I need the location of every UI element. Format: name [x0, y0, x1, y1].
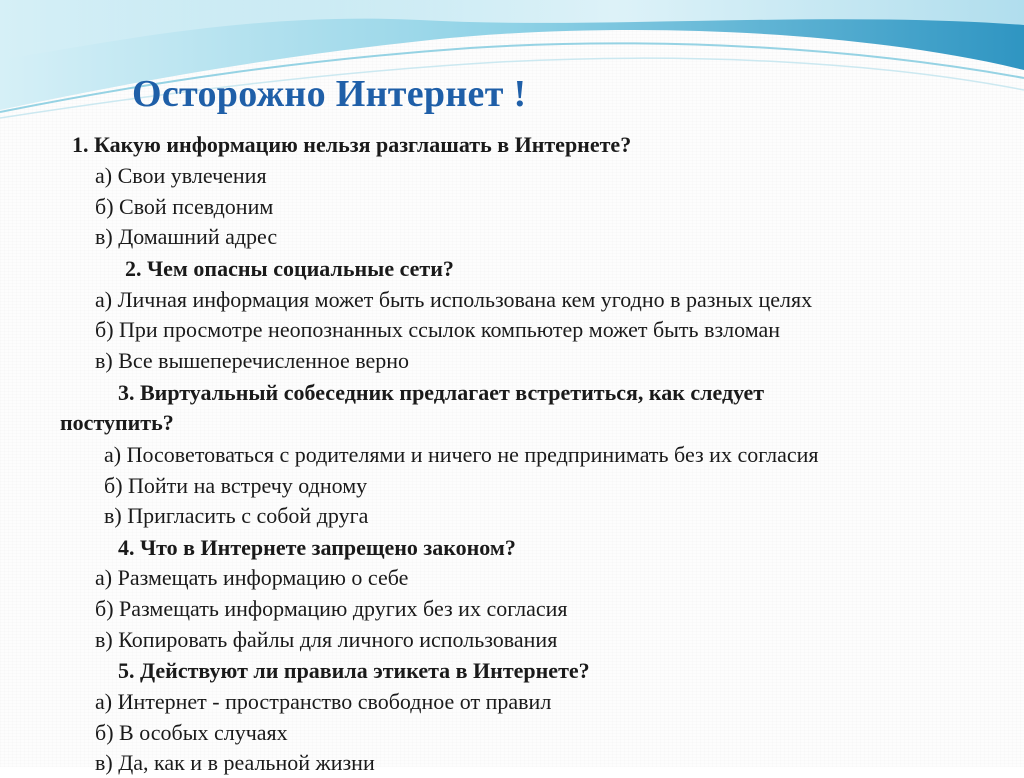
- question-2-option-c: в) Все вышеперечисленное верно: [95, 348, 410, 373]
- question-4: 4. Что в Интернете запрещено законом?: [118, 535, 516, 560]
- question-1-option-a: а) Свои увлечения: [95, 163, 267, 188]
- question-4-option-b: б) Размещать информацию других без их согласия: [95, 596, 568, 621]
- question-3-option-c: в) Пригласить с собой друга: [104, 503, 369, 528]
- slide-title: Осторожно Интернет !: [132, 73, 527, 115]
- question-2-option-b: б) При просмотре неопознанных ссылок компьютер может быть взломан: [95, 317, 781, 342]
- question-4-option-a: а) Размещать информацию о себе: [95, 565, 409, 590]
- question-5-option-b: б) В особых случаях: [95, 720, 288, 745]
- question-1-option-b: б) Свой псевдоним: [95, 194, 274, 219]
- question-5-option-c: в) Да, как и в реальной жизни: [95, 750, 375, 775]
- question-1-option-c: в) Домашний адрес: [95, 224, 278, 249]
- question-3-option-a: а) Посоветоваться с родителями и ничего не предпринимать без их согласия: [104, 442, 819, 467]
- question-2: 2. Чем опасны социальные сети?: [125, 256, 454, 281]
- question-3-line-2: поступить?: [60, 410, 174, 435]
- header-wave-decoration: [0, 0, 1024, 140]
- question-5-option-a: а) Интернет - пространство свободное от правил: [95, 689, 552, 714]
- question-3-option-b: б) Пойти на встречу одному: [104, 473, 368, 498]
- question-2-option-a: а) Личная информация может быть использована кем угодно в разных целях: [95, 287, 813, 312]
- question-5: 5. Действуют ли правила этикета в Интернете?: [118, 658, 590, 683]
- question-4-option-c: в) Копировать файлы для личного использования: [95, 627, 558, 652]
- question-1: 1. Какую информацию нельзя разглашать в Интернете?: [72, 132, 632, 157]
- question-3-line-1: 3. Виртуальный собеседник предлагает встретиться, как следует: [118, 380, 765, 405]
